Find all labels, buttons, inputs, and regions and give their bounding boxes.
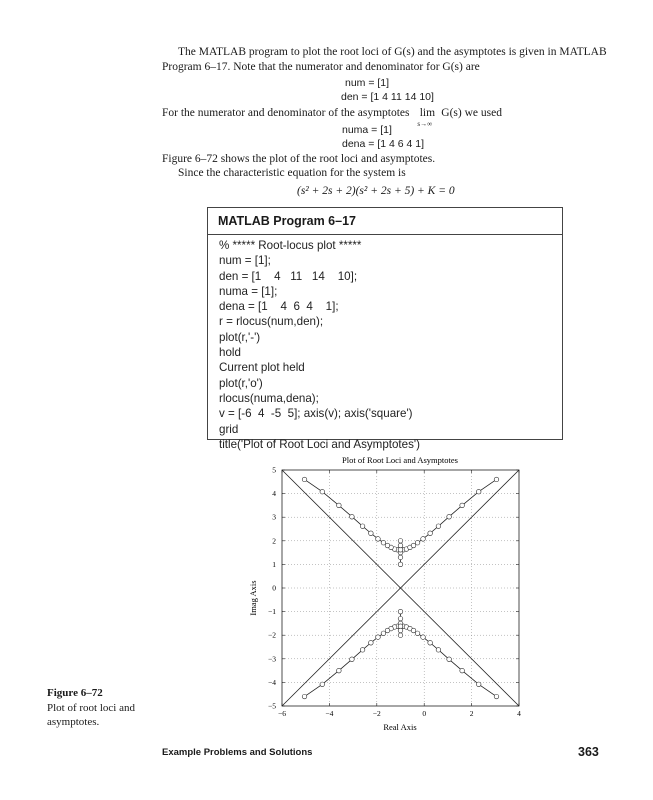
root-marker xyxy=(415,631,420,636)
intro-line-2: Program 6–17. Note that the numerator and denominator for G(s) are xyxy=(162,61,480,73)
root-marker xyxy=(337,668,342,673)
den-definition: den = [1 4 11 14 10] xyxy=(341,91,434,103)
code-line: num = [1]; xyxy=(219,254,271,268)
figure-caption-line-2: asymptotes. xyxy=(47,716,100,728)
intro-line-3 xyxy=(162,106,502,128)
root-marker xyxy=(376,537,381,542)
code-line: plot(r,'-') xyxy=(219,330,261,344)
figure-caption-line-1: Plot of root loci and xyxy=(47,702,135,714)
root-marker xyxy=(360,524,365,529)
y-tick-label: 5 xyxy=(272,465,276,475)
characteristic-equation: (s² + 2s + 2)(s² + 2s + 5) + K = 0 xyxy=(297,185,455,197)
root-marker xyxy=(398,616,403,621)
num-definition: num = [1] xyxy=(345,77,390,89)
matlab-program-box xyxy=(207,207,563,451)
limit-symbol: lim xyxy=(419,107,436,119)
root-marker xyxy=(376,635,381,640)
root-marker xyxy=(436,648,441,653)
root-marker xyxy=(494,477,499,482)
root-marker xyxy=(320,682,325,687)
footer-section-title: Example Problems and Solutions xyxy=(162,747,313,758)
x-tick-label: 4 xyxy=(517,709,521,718)
root-marker xyxy=(398,555,403,560)
root-marker xyxy=(381,631,386,636)
root-marker xyxy=(476,682,481,687)
program-code xyxy=(208,235,562,452)
root-marker xyxy=(398,543,403,548)
root-marker xyxy=(385,543,390,548)
code-line: hold xyxy=(219,346,241,360)
root-marker xyxy=(381,540,386,545)
limit-operator xyxy=(416,106,438,128)
code-line: den = [1 4 11 14 10]; xyxy=(219,269,358,283)
root-marker xyxy=(460,503,465,508)
intro-line-3-text: For the numerator and denominator of the asymptotes xyxy=(162,107,410,119)
program-title: MATLAB Program 6–17 xyxy=(208,208,562,235)
y-tick-label: 1 xyxy=(272,559,276,569)
root-marker xyxy=(421,635,426,640)
root-marker xyxy=(350,657,355,662)
y-tick-label: −1 xyxy=(268,607,276,617)
figure-label: Figure 6–72 xyxy=(47,687,103,699)
code-line: rlocus(numa,dena); xyxy=(219,391,319,405)
root-marker xyxy=(428,531,433,536)
root-marker xyxy=(447,657,452,662)
root-marker xyxy=(398,539,403,544)
root-marker xyxy=(302,477,307,482)
root-locus-chart xyxy=(230,450,540,740)
root-marker xyxy=(302,694,307,699)
y-tick-label: −2 xyxy=(268,630,276,640)
code-line: title('Plot of Root Loci and Asymptotes') xyxy=(219,437,420,451)
y-tick-label: −5 xyxy=(268,701,276,711)
numa-definition: numa = [1] xyxy=(342,124,392,136)
root-marker xyxy=(460,668,465,673)
chart-title: Plot of Root Loci and Asymptotes xyxy=(342,455,458,465)
root-marker xyxy=(369,640,374,645)
y-tick-label: 4 xyxy=(272,489,276,499)
intro-line-5: Since the characteristic equation for the system is xyxy=(178,167,406,179)
root-marker xyxy=(320,489,325,494)
root-marker xyxy=(411,628,416,633)
x-tick-label: −6 xyxy=(278,709,286,718)
y-tick-label: −3 xyxy=(268,654,276,664)
x-tick-label: 0 xyxy=(422,709,427,718)
root-marker xyxy=(360,648,365,653)
x-tick-label: 2 xyxy=(469,709,474,718)
y-tick-label: −4 xyxy=(268,677,276,687)
root-marker xyxy=(415,540,420,545)
code-line: r = rlocus(num,den); xyxy=(219,315,324,329)
y-tick-label: 3 xyxy=(272,512,276,522)
intro-line-1: The MATLAB program to plot the root loci of G(s) and the asymptotes is given in MATLAB xyxy=(178,46,607,58)
x-axis-label: Real Axis xyxy=(383,722,417,732)
y-tick-label: 2 xyxy=(272,536,276,546)
root-marker xyxy=(398,609,403,614)
root-marker xyxy=(428,640,433,645)
intro-line-3-tail: G(s) we used xyxy=(441,107,502,119)
root-marker xyxy=(398,562,403,567)
y-tick-label: 0 xyxy=(272,583,276,593)
root-marker xyxy=(436,524,441,529)
code-line: dena = [1 4 6 4 1]; xyxy=(219,300,339,314)
root-marker xyxy=(398,624,403,629)
x-tick-label: −4 xyxy=(325,709,334,718)
root-marker xyxy=(494,694,499,699)
root-marker xyxy=(369,531,374,536)
intro-line-4: Figure 6–72 shows the plot of the root loci and asymptotes. xyxy=(162,153,436,165)
code-line: v = [-6 4 -5 5]; axis(v); axis('square') xyxy=(219,407,413,421)
x-tick-label: −2 xyxy=(372,709,381,718)
root-marker xyxy=(476,489,481,494)
axis-ticks xyxy=(268,466,521,719)
code-line: plot(r,'o') xyxy=(219,376,263,390)
y-axis-label: Imag Axis xyxy=(248,580,258,616)
code-line: grid xyxy=(219,422,239,436)
code-line: numa = [1]; xyxy=(219,284,278,298)
dena-definition: dena = [1 4 6 4 1] xyxy=(342,138,425,150)
root-marker xyxy=(421,537,426,542)
limit-subscript: s→∞ xyxy=(417,120,433,128)
root-marker xyxy=(385,628,390,633)
root-marker xyxy=(398,633,403,638)
root-marker xyxy=(337,503,342,508)
code-line: Current plot held xyxy=(219,361,305,375)
root-marker xyxy=(398,628,403,633)
root-marker xyxy=(350,514,355,519)
code-line: % ***** Root-locus plot ***** xyxy=(219,239,362,252)
root-marker xyxy=(411,543,416,548)
root-marker xyxy=(447,514,452,519)
page-number: 363 xyxy=(578,745,599,759)
root-marker xyxy=(398,547,403,552)
